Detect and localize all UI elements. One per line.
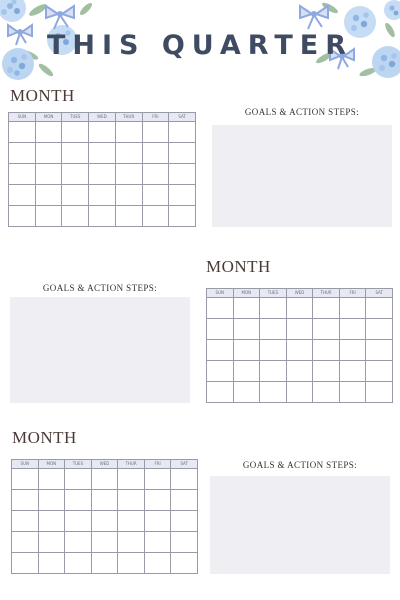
- calendar-day-cell[interactable]: [171, 553, 198, 574]
- calendar-day-cell[interactable]: [339, 298, 366, 319]
- calendar-day-cell[interactable]: [12, 532, 39, 553]
- calendar-day-cell[interactable]: [62, 185, 89, 206]
- weekday-mon: MON: [38, 460, 65, 469]
- calendar-day-cell[interactable]: [169, 185, 196, 206]
- calendar-day-cell[interactable]: [144, 511, 171, 532]
- calendar-day-cell[interactable]: [115, 206, 142, 227]
- calendar-day-cell[interactable]: [142, 122, 169, 143]
- calendar-day-cell[interactable]: [9, 143, 36, 164]
- calendar-day-cell[interactable]: [339, 382, 366, 403]
- calendar-day-cell[interactable]: [144, 490, 171, 511]
- calendar-day-cell[interactable]: [65, 469, 92, 490]
- calendar-day-cell[interactable]: [91, 532, 118, 553]
- weekday-mon: MON: [233, 289, 260, 298]
- month-label: MONTH: [10, 86, 75, 105]
- goals-notes-area[interactable]: [210, 476, 390, 574]
- calendar-day-cell[interactable]: [233, 319, 260, 340]
- goals-notes-area[interactable]: [10, 297, 190, 403]
- calendar-day-cell[interactable]: [260, 319, 287, 340]
- calendar-week-row: [9, 164, 196, 185]
- month-label: MONTH: [12, 428, 77, 447]
- calendar-day-cell[interactable]: [12, 511, 39, 532]
- goals-notes-area[interactable]: [212, 125, 392, 227]
- calendar-day-cell[interactable]: [233, 361, 260, 382]
- calendar-days: [207, 298, 393, 403]
- calendar-day-cell[interactable]: [62, 143, 89, 164]
- weekday-sun: SUN: [207, 289, 234, 298]
- calendar-day-cell[interactable]: [169, 122, 196, 143]
- weekday-header-row: [9, 113, 196, 122]
- calendar-day-cell[interactable]: [115, 185, 142, 206]
- calendar-day-cell[interactable]: [286, 361, 313, 382]
- calendar-day-cell[interactable]: [142, 206, 169, 227]
- page-title: THIS QUARTER: [46, 30, 354, 61]
- calendar-day-cell[interactable]: [35, 164, 62, 185]
- calendar-day-cell[interactable]: [91, 469, 118, 490]
- calendar-day-cell[interactable]: [339, 361, 366, 382]
- calendar-days: [9, 122, 196, 227]
- calendar-week-row: [12, 469, 198, 490]
- calendar-day-cell[interactable]: [12, 553, 39, 574]
- calendar-day-cell[interactable]: [12, 469, 39, 490]
- calendar-day-cell[interactable]: [91, 553, 118, 574]
- weekday-header-row: [12, 460, 198, 469]
- calendar-day-cell[interactable]: [260, 361, 287, 382]
- calendar-day-cell[interactable]: [260, 382, 287, 403]
- month-calendar-grid: [206, 288, 393, 403]
- calendar-day-cell[interactable]: [38, 490, 65, 511]
- calendar-day-cell[interactable]: [313, 382, 340, 403]
- calendar-day-cell[interactable]: [118, 553, 145, 574]
- calendar-day-cell[interactable]: [366, 319, 393, 340]
- calendar-week-row: [9, 206, 196, 227]
- calendar-day-cell[interactable]: [313, 319, 340, 340]
- weekday-sat: SAT: [169, 113, 196, 122]
- calendar-day-cell[interactable]: [89, 206, 116, 227]
- calendar-day-cell[interactable]: [233, 298, 260, 319]
- calendar-day-cell[interactable]: [35, 143, 62, 164]
- weekday-fri: FRI: [142, 113, 169, 122]
- calendar-day-cell[interactable]: [171, 511, 198, 532]
- calendar-day-cell[interactable]: [260, 340, 287, 361]
- calendar-day-cell[interactable]: [91, 490, 118, 511]
- weekday-sun: SUN: [12, 460, 39, 469]
- hydrangea-icon: [384, 0, 400, 20]
- calendar-day-cell[interactable]: [115, 122, 142, 143]
- weekday-wed: WED: [89, 113, 116, 122]
- weekday-thur: THUR: [118, 460, 145, 469]
- calendar-day-cell[interactable]: [62, 206, 89, 227]
- calendar-week-row: [207, 382, 393, 403]
- weekday-fri: FRI: [144, 460, 171, 469]
- calendar-day-cell[interactable]: [62, 164, 89, 185]
- calendar-day-cell[interactable]: [313, 340, 340, 361]
- calendar-day-cell[interactable]: [115, 164, 142, 185]
- calendar-day-cell[interactable]: [65, 553, 92, 574]
- calendar-day-cell[interactable]: [286, 340, 313, 361]
- calendar-day-cell[interactable]: [142, 185, 169, 206]
- weekday-wed: WED: [286, 289, 313, 298]
- calendar-day-cell[interactable]: [313, 361, 340, 382]
- calendar-week-row: [207, 319, 393, 340]
- weekday-thur: THUR: [115, 113, 142, 122]
- calendar-day-cell[interactable]: [233, 340, 260, 361]
- calendar-day-cell[interactable]: [313, 298, 340, 319]
- weekday-mon: MON: [35, 113, 62, 122]
- calendar-day-cell[interactable]: [35, 185, 62, 206]
- calendar-week-row: [9, 185, 196, 206]
- calendar-day-cell[interactable]: [38, 532, 65, 553]
- calendar-week-row: [12, 490, 198, 511]
- calendar-day-cell[interactable]: [115, 143, 142, 164]
- calendar-day-cell[interactable]: [260, 298, 287, 319]
- weekday-header-row: [207, 289, 393, 298]
- calendar-week-row: [12, 553, 198, 574]
- calendar-day-cell[interactable]: [62, 122, 89, 143]
- calendar-day-cell[interactable]: [339, 340, 366, 361]
- calendar-day-cell[interactable]: [118, 490, 145, 511]
- calendar-day-cell[interactable]: [207, 298, 234, 319]
- weekday-fri: FRI: [339, 289, 366, 298]
- calendar-day-cell[interactable]: [286, 298, 313, 319]
- month-label: MONTH: [206, 257, 271, 276]
- weekday-sat: SAT: [366, 289, 393, 298]
- calendar-day-cell[interactable]: [207, 319, 234, 340]
- calendar-week-row: [9, 143, 196, 164]
- weekday-tues: TUES: [62, 113, 89, 122]
- weekday-tues: TUES: [65, 460, 92, 469]
- calendar-day-cell[interactable]: [91, 511, 118, 532]
- calendar-week-row: [207, 340, 393, 361]
- calendar-week-row: [12, 511, 198, 532]
- calendar-day-cell[interactable]: [89, 143, 116, 164]
- calendar-day-cell[interactable]: [144, 469, 171, 490]
- calendar-day-cell[interactable]: [89, 164, 116, 185]
- goals-label: GOALS & ACTION STEPS:: [242, 460, 358, 470]
- calendar-day-cell[interactable]: [144, 553, 171, 574]
- ribbon-bow-icon: [300, 6, 328, 29]
- calendar-day-cell[interactable]: [144, 532, 171, 553]
- weekday-sat: SAT: [171, 460, 198, 469]
- calendar-week-row: [207, 361, 393, 382]
- calendar-day-cell[interactable]: [142, 164, 169, 185]
- calendar-day-cell[interactable]: [286, 382, 313, 403]
- calendar-day-cell[interactable]: [339, 319, 366, 340]
- calendar-day-cell[interactable]: [35, 122, 62, 143]
- calendar-day-cell[interactable]: [207, 340, 234, 361]
- weekday-wed: WED: [91, 460, 118, 469]
- calendar-day-cell[interactable]: [38, 553, 65, 574]
- calendar-day-cell[interactable]: [169, 164, 196, 185]
- calendar-day-cell[interactable]: [118, 511, 145, 532]
- calendar-day-cell[interactable]: [38, 511, 65, 532]
- goals-label: GOALS & ACTION STEPS:: [42, 283, 158, 293]
- calendar-week-row: [207, 298, 393, 319]
- goals-label: GOALS & ACTION STEPS:: [244, 107, 360, 117]
- calendar-day-cell[interactable]: [12, 490, 39, 511]
- calendar-day-cell[interactable]: [286, 319, 313, 340]
- calendar-day-cell[interactable]: [65, 490, 92, 511]
- calendar-day-cell[interactable]: [366, 340, 393, 361]
- calendar-day-cell[interactable]: [233, 382, 260, 403]
- weekday-sun: SUN: [9, 113, 36, 122]
- calendar-day-cell[interactable]: [9, 122, 36, 143]
- calendar-day-cell[interactable]: [366, 382, 393, 403]
- weekday-tues: TUES: [260, 289, 287, 298]
- calendar-day-cell[interactable]: [89, 185, 116, 206]
- calendar-day-cell[interactable]: [171, 532, 198, 553]
- calendar-day-cell[interactable]: [169, 143, 196, 164]
- weekday-thur: THUR: [313, 289, 340, 298]
- calendar-day-cell[interactable]: [35, 206, 62, 227]
- calendar-day-cell[interactable]: [171, 469, 198, 490]
- calendar-day-cell[interactable]: [118, 469, 145, 490]
- calendar-day-cell[interactable]: [171, 490, 198, 511]
- calendar-day-cell[interactable]: [169, 206, 196, 227]
- calendar-day-cell[interactable]: [366, 298, 393, 319]
- calendar-day-cell[interactable]: [207, 382, 234, 403]
- calendar-day-cell[interactable]: [207, 361, 234, 382]
- month-calendar-grid: [8, 112, 196, 227]
- calendar-day-cell[interactable]: [38, 469, 65, 490]
- calendar-day-cell[interactable]: [9, 164, 36, 185]
- calendar-day-cell[interactable]: [9, 185, 36, 206]
- month-calendar-grid: [11, 459, 198, 574]
- calendar-days: [12, 469, 198, 574]
- calendar-day-cell[interactable]: [118, 532, 145, 553]
- calendar-day-cell[interactable]: [65, 511, 92, 532]
- calendar-day-cell[interactable]: [89, 122, 116, 143]
- calendar-day-cell[interactable]: [9, 206, 36, 227]
- calendar-week-row: [9, 122, 196, 143]
- calendar-week-row: [12, 532, 198, 553]
- calendar-day-cell[interactable]: [65, 532, 92, 553]
- calendar-day-cell[interactable]: [366, 361, 393, 382]
- hydrangea-icon: [0, 0, 26, 22]
- calendar-day-cell[interactable]: [142, 143, 169, 164]
